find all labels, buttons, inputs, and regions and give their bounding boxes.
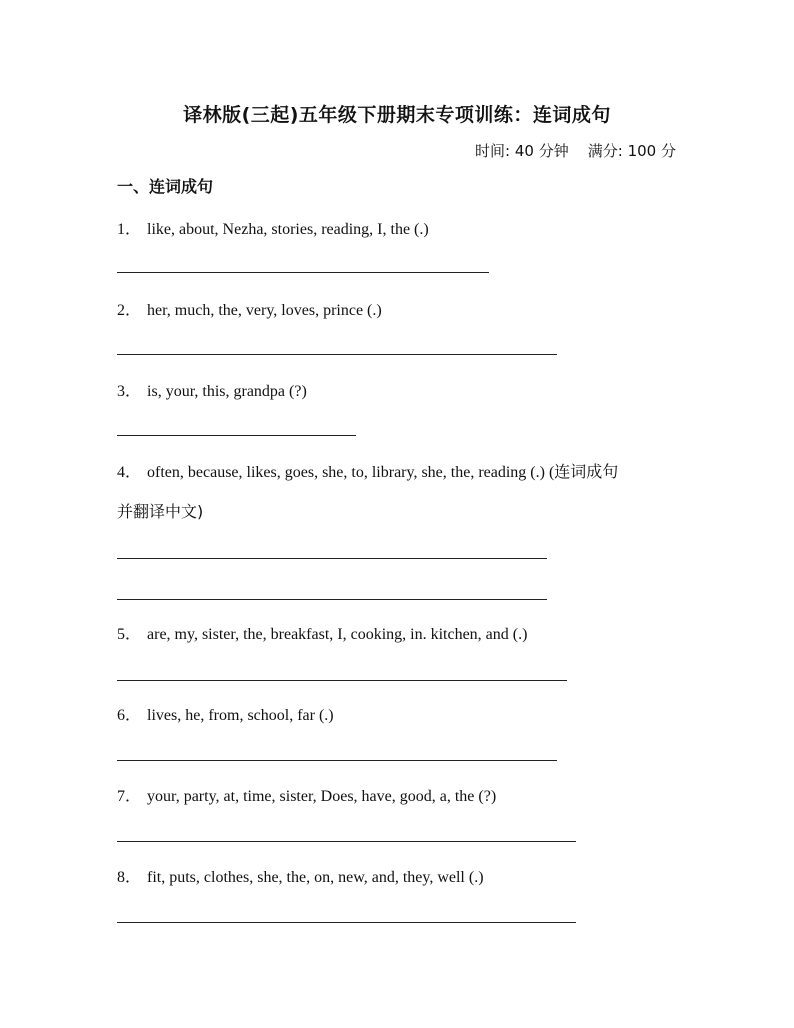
question-8 — [117, 864, 484, 887]
answer-line-3[interactable] — [117, 435, 356, 436]
answer-line-6[interactable] — [117, 760, 557, 761]
answer-line-7[interactable] — [117, 841, 576, 842]
question-number: 4． — [117, 464, 142, 481]
section-heading: 一、连词成句 — [117, 177, 214, 196]
question-text: are, my, sister, the, breakfast, I, cooking, in. kitchen, and (.) — [147, 626, 528, 643]
exam-info: 时间: 40 分钟 满分: 100 分 — [475, 142, 676, 160]
answer-line-2[interactable] — [117, 354, 557, 355]
answer-line-4b[interactable] — [117, 599, 547, 600]
question-3 — [117, 378, 307, 401]
question-number: 5． — [117, 626, 142, 643]
answer-line-8[interactable] — [117, 922, 576, 923]
question-text: is, your, this, grandpa (?) — [147, 383, 307, 400]
question-number: 8． — [117, 869, 142, 886]
question-text: often, because, likes, goes, she, to, library, she, the, reading (.) (连词成句 — [147, 464, 619, 481]
question-text: your, party, at, time, sister, Does, have, good, a, the (?) — [147, 788, 497, 805]
answer-line-1[interactable] — [117, 272, 489, 273]
question-7 — [117, 783, 496, 806]
question-4-continued: 并翻译中文) — [117, 502, 204, 521]
question-number: 3． — [117, 383, 142, 400]
question-number: 1． — [117, 221, 142, 238]
question-4 — [117, 459, 618, 482]
question-number: 7． — [117, 788, 142, 805]
question-text: her, much, the, very, loves, prince (.) — [147, 302, 382, 319]
question-5 — [117, 621, 527, 644]
question-1 — [117, 216, 429, 239]
answer-line-5[interactable] — [117, 680, 567, 681]
question-text: fit, puts, clothes, she, the, on, new, and, they, well (.) — [147, 869, 484, 886]
page-title: 译林版(三起)五年级下册期末专项训练：连词成句 — [183, 104, 611, 126]
question-number: 6． — [117, 707, 142, 724]
question-text: lives, he, from, school, far (.) — [147, 707, 334, 724]
answer-line-4a[interactable] — [117, 558, 547, 559]
question-2 — [117, 297, 382, 320]
question-text: like, about, Nezha, stories, reading, I, the (.) — [147, 221, 429, 238]
question-number: 2． — [117, 302, 142, 319]
question-6 — [117, 702, 334, 725]
